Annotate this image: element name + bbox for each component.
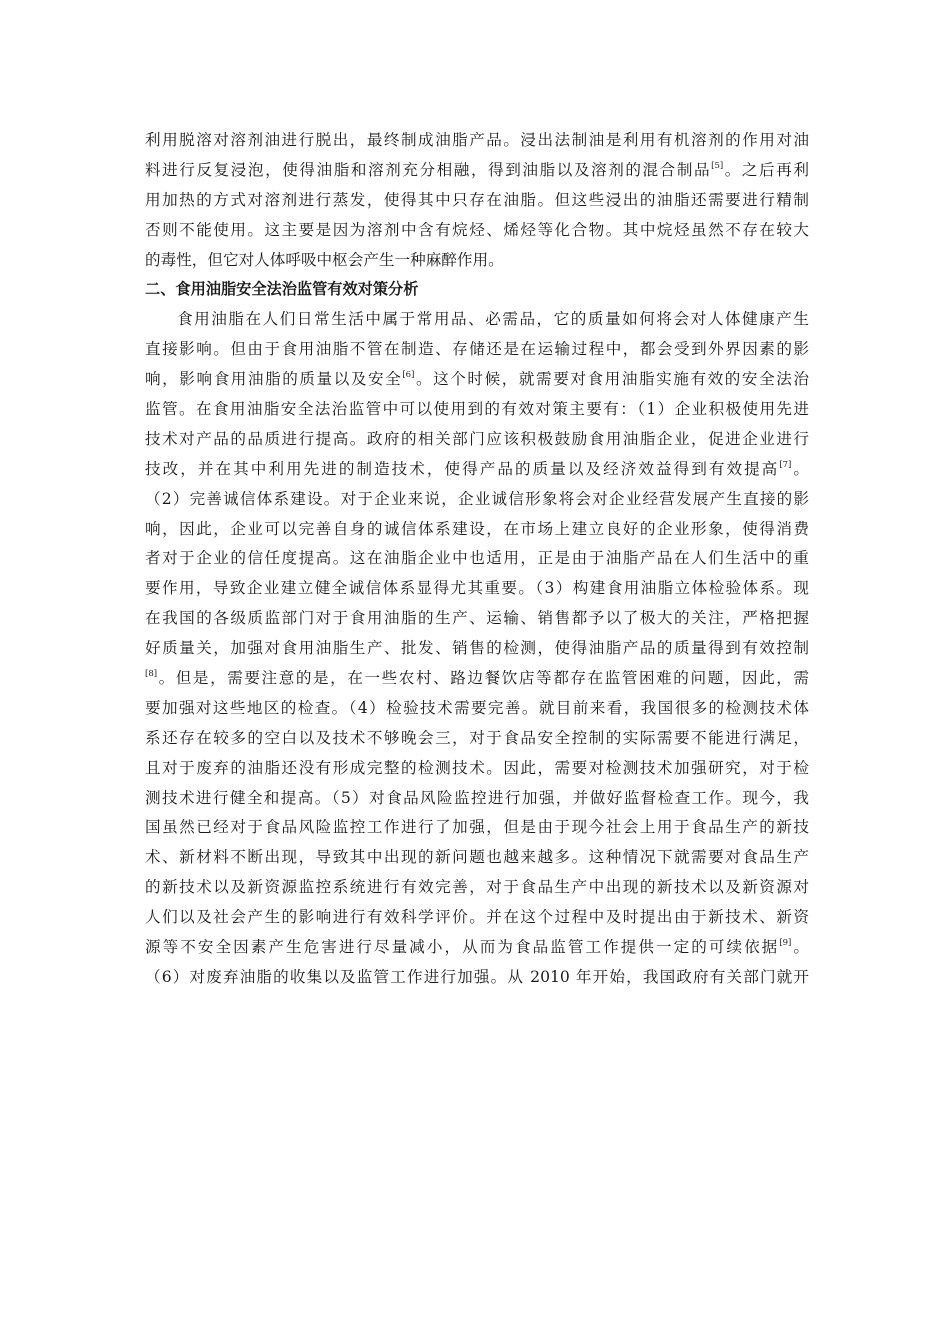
text-line: 好质量关，加强对食用油脂生产、批发、销售的检测，使得油脂产品的质量得到有效控制 [145, 639, 809, 658]
text-line: 否则不能使用。这主要是因为溶剂中含有烷烃、烯烃等化合物。其中烷烃虽然不存在较大 [145, 220, 809, 239]
text-line: 直接影响。但由于食用油脂不管在制造、存储还是在运输过程中，都会受到外界因素的影 [145, 340, 809, 359]
text-line [145, 455, 809, 485]
text-line: 响，因此，企业可以完善自身的诚信体系建设，在市场上建立良好的企业形象，使得消费 [145, 519, 809, 538]
text-line: 的毒性，但它对人体呼吸中枢会产生一种麻醉作用。 [145, 250, 504, 269]
text-fragment: 。这个时候，就需要对食用油脂实施有效的安全法治 [414, 370, 809, 389]
citation-ref-5: [5] [711, 160, 724, 171]
paragraph-body [145, 305, 809, 992]
text-line: 利用脱溶对溶剂油进行脱出，最终制成油脂产品。浸出法制油是利用有机溶剂的作用对油 [145, 131, 809, 149]
text-line: 术、新材料不断出现，导致其中出现的新问题也越来越多。这种情况下就需要对食品生产 [145, 848, 809, 867]
text-line: 监管。在食用油脂安全法治监管中可以使用到的有效对策主要有：（1）企业积极使用先进 [145, 400, 809, 419]
text-fragment: 之后再利 [741, 160, 809, 179]
text-line: 要加强对这些地区的检查。（4）检验技术需要完善。就目前来看，我国很多的检测技术体 [145, 698, 809, 717]
citation-ref-7: [7] [779, 459, 792, 470]
text-line: 技术对产品的品质进行提高。政府的相关部门应该积极鼓励食用油脂企业，促进企业进行 [145, 429, 809, 448]
text-fragment: 。 [723, 160, 742, 179]
section-heading: 二、食用油脂安全法治监管有效对策分析 [145, 280, 419, 299]
text-line [145, 664, 809, 694]
document-body [145, 126, 809, 993]
text-line: 人们以及社会产生的影响进行有效科学评价。并在这个过程中及时提出由于新技术、新资 [145, 908, 809, 927]
text-line: 测技术进行健全和提高。（5）对食品风险监控进行加强，并做好监督检查工作。现今，我 [145, 788, 809, 807]
text-fragment: 源等不安全因素产生危害进行尽量减小，从而为食品监管工作提供一定的可续依据 [145, 938, 780, 957]
text-line: 国虽然已经对于食品风险监控工作进行了加强，但是由于现今社会上用于食品生产的新技 [145, 818, 809, 837]
text-line: （6）对废弃油脂的收集以及监管工作进行加强。从 2010 年开始，我国政府有关部门就开 [145, 967, 809, 986]
text-fragment: 。但是，需要注意的是，在一些农村、路边餐饮店等都存在监管困难的问题，因此，需 [157, 669, 809, 688]
text-fragment: 。 [791, 459, 809, 478]
text-line: 在我国的各级质监部门对于食用油脂的生产、运输、销售都予以了极大的关注，严格把握 [145, 609, 809, 628]
paragraph-continuation [145, 126, 809, 275]
text-fragment: 响，影响食用油脂的质量以及安全 [145, 370, 403, 389]
text-line: 的新技术以及新资源监控系统进行有效完善，对于食品生产中出现的新技术以及新资源对 [145, 878, 809, 897]
text-line: （2）完善诚信体系建设。对于企业来说，企业诚信形象将会对企业经营发展产生直接的影 [145, 489, 809, 508]
citation-ref-8: [8] [145, 668, 158, 679]
text-fragment: 料进行反复浸泡，使得油脂和溶剂充分相融，得到油脂以及溶剂的混合制品 [145, 160, 712, 179]
text-line [145, 365, 809, 395]
text-line: 用加热的方式对溶剂进行蒸发，使得其中只存在油脂。但这些浸出的油脂还需要进行精制 [145, 190, 809, 209]
citation-ref-6: [6] [402, 369, 415, 380]
citation-ref-9: [9] [779, 937, 792, 948]
text-line: 系还存在较多的空白以及技术不够晚会三，对于食品安全控制的实际需要不能进行满足， [145, 728, 809, 747]
text-line: 且对于废弃的油脂还没有形成完整的检测技术。因此，需要对检测技术加强研究，对于检 [145, 758, 809, 777]
text-line: 者对于企业的信任度提高。这在油脂企业中也适用，正是由于油脂产品在人们生活中的重 [145, 549, 809, 568]
text-line [145, 933, 809, 963]
text-line: 要作用，导致企业建立健全诚信体系显得尤其重要。（3）构建食用油脂立体检验体系。现 [145, 579, 809, 598]
text-fragment: 技改，并在其中利用先进的制造技术，使得产品的质量以及经济效益得到有效提高 [145, 459, 780, 478]
text-line: 食用油脂在人们日常生活中属于常用品、必需品，它的质量如何将会对人体健康产生 [177, 310, 809, 329]
text-fragment: 。 [791, 938, 809, 957]
text-line [145, 156, 809, 186]
